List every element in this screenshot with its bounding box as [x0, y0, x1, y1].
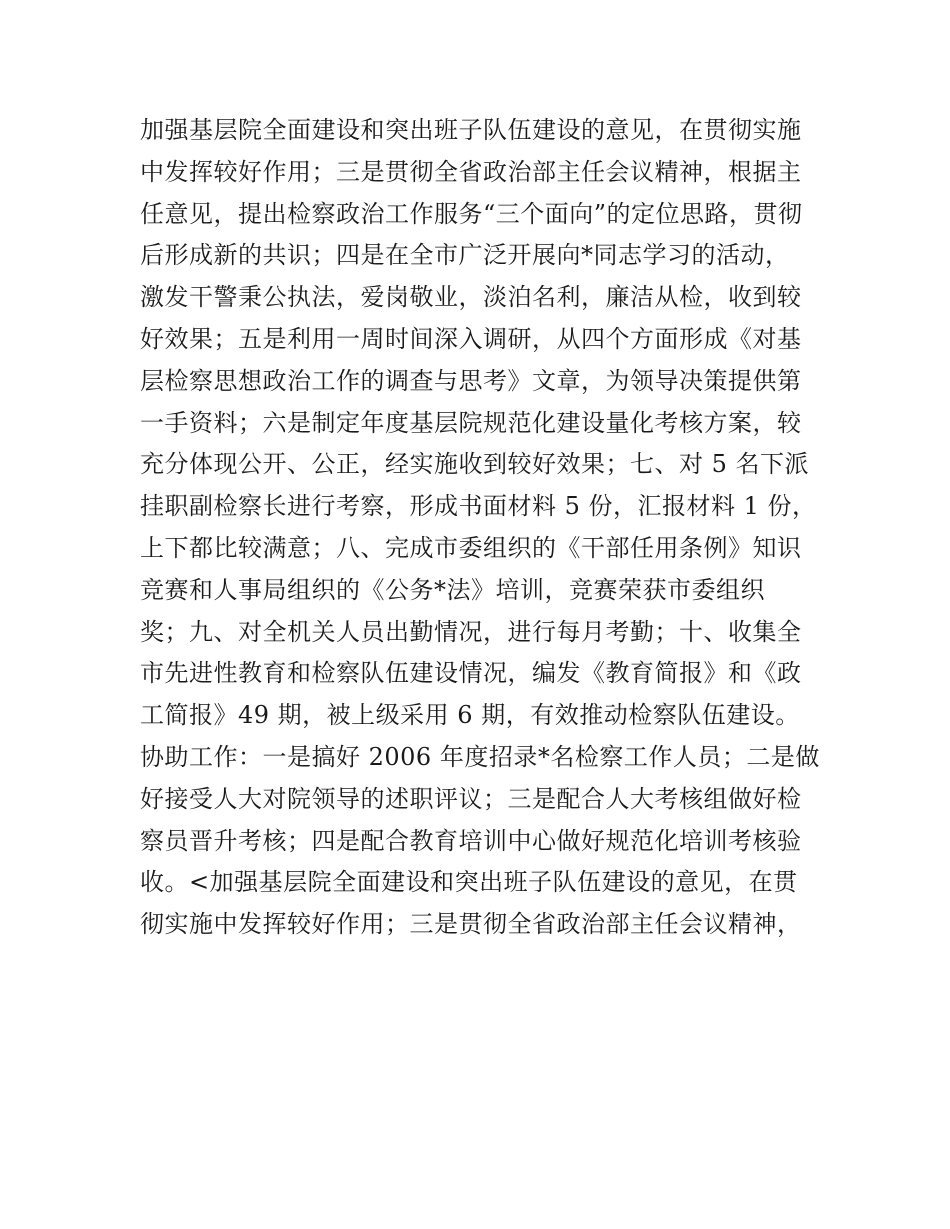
text-line: 市先进性教育和检察队伍建设情况，编发《教育简报》和《政 — [140, 659, 802, 688]
text-line: 激发干警秉公执法，爱岗敬业，淡泊名利，廉洁从检，收到较 — [140, 283, 802, 312]
text-line: 察员晋升考核；四是配合教育培训中心做好规范化培训考核验 — [140, 826, 802, 855]
text-line: 挂职副检察长进行考察，形成书面材料 5 份，汇报材料 1 份， — [140, 492, 817, 521]
text-line: 上下都比较满意；八、完成市委组织的《干部任用条例》知识 — [140, 533, 802, 562]
text-line: 中发挥较好作用；三是贯彻全省政治部主任会议精神，根据主 — [140, 157, 802, 186]
text-line: 工简报》49 期，被上级采用 6 期，有效推动检察队伍建设。 — [140, 701, 800, 730]
text-line: 竞赛和人事局组织的《公务*法》培训，竞赛荣获市委组织 — [140, 575, 765, 604]
body-text — [140, 110, 830, 946]
text-line: 后形成新的共识；四是在全市广泛开展向*同志学习的活动， — [140, 241, 790, 270]
text-line: 层检察思想政治工作的调查与思考》文章，为领导决策提供第 — [140, 366, 802, 395]
text-line: 加强基层院全面建设和突出班子队伍建设的意见，在贯彻实施 — [140, 116, 802, 144]
text-line: 充分体现公开、公正，经实施收到较好效果；七、对 5 名下派 — [140, 450, 810, 479]
text-line: 奖；九、对全机关人员出勤情况，进行每月考勤；十、收集全 — [140, 617, 802, 646]
text-line: 好效果；五是利用一周时间深入调研，从四个方面形成《对基 — [140, 324, 802, 353]
text-line: 协助工作：一是搞好 2006 年度招录*名检察工作人员；二是做 — [140, 742, 820, 771]
text-line: 好接受人大对院领导的述职评议；三是配合人大考核组做好检 — [140, 784, 802, 813]
text-line: 彻实施中发挥较好作用；三是贯彻全省政治部主任会议精神， — [140, 910, 802, 939]
text-line: 收。<加强基层院全面建设和突出班子队伍建设的意见，在贯 — [140, 868, 798, 897]
text-line: 一手资料；六是制定年度基层院规范化建设量化考核方案，较 — [140, 408, 802, 437]
text-line: 任意见，提出检察政治工作服务“三个面向”的定位思路，贯彻 — [140, 199, 803, 228]
